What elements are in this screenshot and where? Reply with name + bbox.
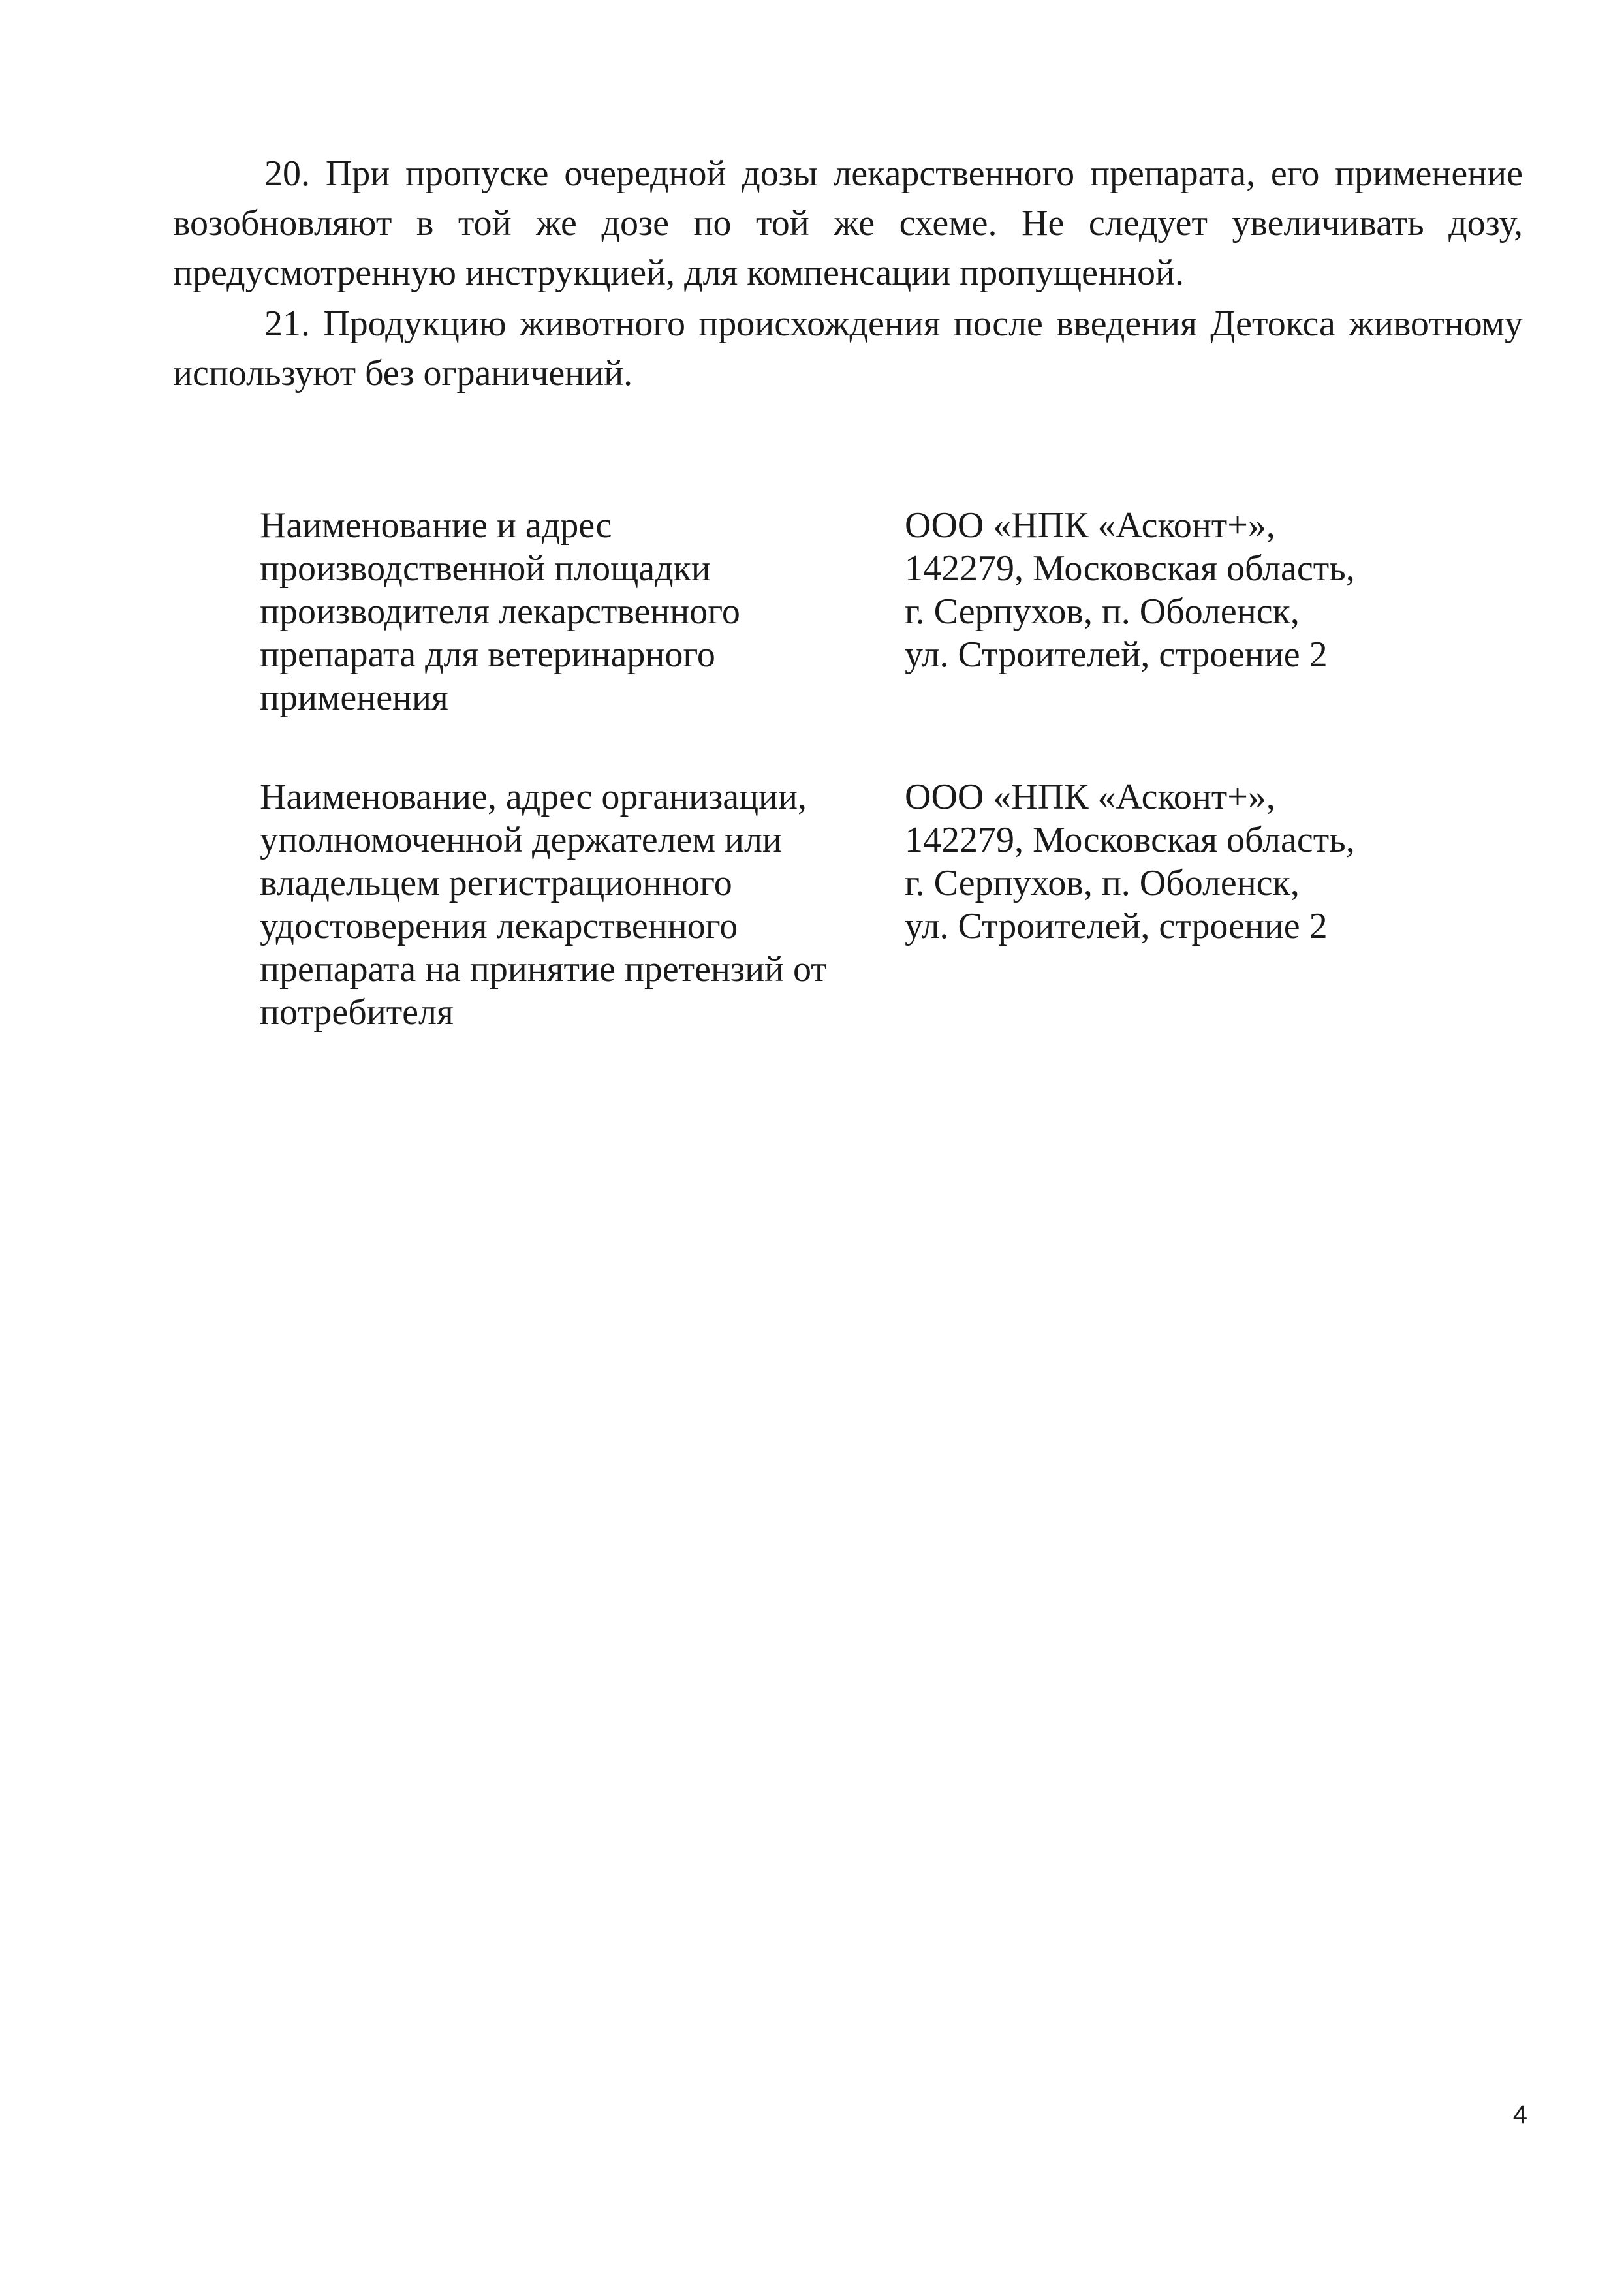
page-number: 4 xyxy=(1512,2100,1527,2129)
label-line: производителя лекарственного xyxy=(260,591,740,632)
label-line: удостоверения лекарственного xyxy=(260,906,738,946)
label-line: Наименование и адрес xyxy=(260,505,612,546)
claims-organization-address xyxy=(905,775,1492,948)
address-line: г. Серпухов, п. Оболенск, xyxy=(905,863,1300,903)
paragraph-20 xyxy=(173,149,1523,298)
label-line: уполномоченной держателем или xyxy=(260,820,782,860)
address-line: ООО «НПК «Асконт+», xyxy=(905,505,1275,546)
label-line: производственной площадки xyxy=(260,548,711,589)
address-line: ООО «НПК «Асконт+», xyxy=(905,777,1275,817)
address-line: 142279, Московская область, xyxy=(905,820,1355,860)
label-line: владельцем регистрационного xyxy=(260,863,732,903)
address-line: ул. Строителей, строение 2 xyxy=(905,634,1328,675)
label-line: потребителя xyxy=(260,992,454,1033)
label-line: Наименование, адрес организации, xyxy=(260,777,807,817)
address-line: ул. Строителей, строение 2 xyxy=(905,906,1328,946)
manufacturer-site-address xyxy=(905,504,1492,676)
paragraph-number: 21. xyxy=(264,304,310,344)
paragraph-text: Продукцию животного происхождения после введения Детокса животному используют без ограничений. xyxy=(173,304,1523,394)
label-line: препарата на принятие претензий от xyxy=(260,949,827,990)
paragraph-number: 20. xyxy=(264,153,310,194)
label-line: препарата для ветеринарного xyxy=(260,634,715,675)
claims-organization-label xyxy=(260,775,860,1034)
address-line: г. Серпухов, п. Оболенск, xyxy=(905,591,1300,632)
label-line: применения xyxy=(260,678,448,718)
paragraph-text: При пропуске очередной дозы лекарственного препарата, его применение возобновляют в той же дозе по той же схеме. Не следует увеличивать дозу, предусмотренную инструкцией, для компенсации пропущенной. xyxy=(173,153,1523,293)
manufacturer-site-label xyxy=(260,504,860,719)
address-line: 142279, Московская область, xyxy=(905,548,1355,589)
paragraph-21 xyxy=(173,299,1523,398)
